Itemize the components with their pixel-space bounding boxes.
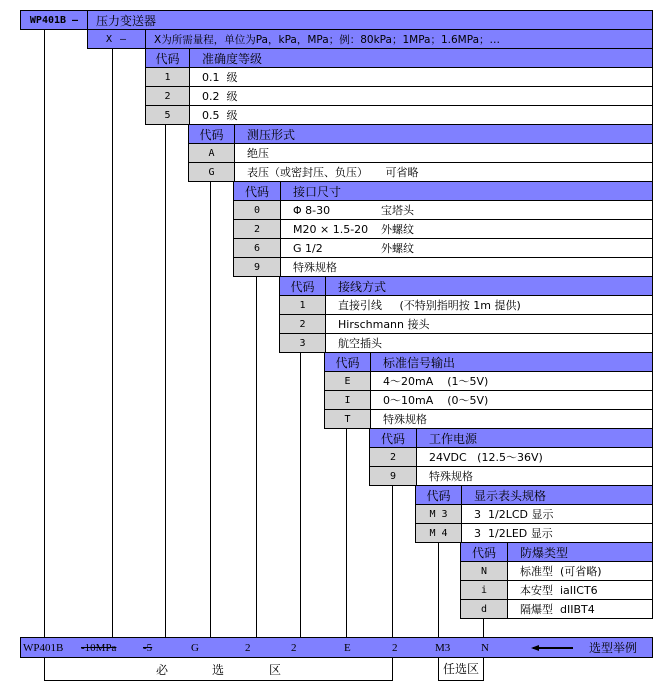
example-bar [20,637,653,658]
section-display-code-header-text: 代码 [426,488,451,503]
optional-zone [438,657,484,681]
section-accuracy-code [145,105,190,125]
example-display: M3 [435,641,451,654]
section-display-code [415,523,462,543]
model-code: WP401B — [29,14,79,26]
section-pressure-type-option [234,162,653,182]
connector-line [112,48,113,637]
range-desc: X为所需量程，单位为Pa，kPa，MPa；例：80kPa；1MPa；1.6MPa；… [154,33,501,46]
connector-line [438,542,439,637]
required-zone-char: 必 [156,663,169,677]
arrow-left-icon [533,647,573,649]
connector-line [210,181,211,637]
section-accuracy-option-text: 0.1 级 [202,71,238,84]
connector-line [483,618,484,637]
section-power-supply-title [416,428,653,448]
section-pressure-type-code [188,162,235,182]
section-explosion-proof-code-header-text: 代码 [471,545,496,560]
example-ex-type: N [481,641,489,654]
connector-line [165,124,166,637]
model-desc-cell [87,10,653,30]
section-port-size-code [233,200,281,220]
section-wiring-code-text: 1 [299,299,306,311]
section-port-size-code-text: 2 [253,223,261,235]
range-code: X — [105,33,128,45]
section-accuracy-code [145,86,190,106]
example-signal: E [344,641,351,654]
model-code-cell [20,10,88,30]
section-wiring-code [279,314,326,334]
section-signal-output-code-text: I [344,394,351,406]
section-explosion-proof-code-header [460,542,508,562]
section-port-size-code-header [233,181,281,201]
section-port-size-option-note: 外螺纹 [381,242,414,255]
section-signal-output-option [370,390,653,410]
section-port-size-option-text: 特殊规格 [293,261,337,274]
section-explosion-proof-title-text: 防爆类型 [520,545,569,560]
section-wiring-code-header [279,276,326,296]
section-port-size-option [280,238,653,258]
section-accuracy-code-text: 5 [164,109,171,121]
section-wiring-code-header-text: 代码 [290,279,315,294]
section-signal-output-code [324,390,371,410]
section-accuracy-code-text: 1 [164,71,171,83]
section-signal-output-code [324,409,371,429]
section-accuracy-option-text: 0.5 级 [202,109,238,122]
section-wiring-title-text: 接线方式 [338,279,387,294]
section-explosion-proof-code-text: i [480,584,488,596]
section-pressure-type-title [234,124,653,144]
section-signal-output-option [370,371,653,391]
section-power-supply-option [416,466,653,486]
section-accuracy-code [145,67,190,87]
section-port-size-code-text: 9 [253,261,261,273]
section-port-size-option [280,200,653,220]
range-code-cell [87,29,146,49]
section-display-option-text: 3 1/2LCD 显示 [474,508,554,521]
section-port-size-code-text: 0 [253,204,261,216]
section-wiring-option-text: Hirschmann 接头 [338,318,430,331]
required-zone [44,657,393,681]
section-pressure-type-code-header-text: 代码 [199,127,224,142]
section-signal-output-code-header [324,352,371,372]
section-signal-output-option-text: 4～20mA (1～5V) [383,375,489,388]
section-power-supply-option-text: 24VDC (12.5～36V) [429,451,543,464]
range-desc-cell [145,29,653,49]
section-power-supply-option-text: 特殊规格 [429,470,473,483]
section-accuracy-title-text: 准确度等级 [202,51,263,66]
section-port-size-code [233,238,281,258]
section-wiring-code [279,295,326,315]
section-accuracy-code-header-text: 代码 [155,51,180,66]
section-wiring-code-text: 3 [299,337,306,349]
section-signal-output-code [324,371,371,391]
section-pressure-type-option-text: 表压（或密封压、负压） 可省略 [247,166,419,179]
section-explosion-proof-option-text: 标准型 (可省略) [520,565,602,578]
section-power-supply-title-text: 工作电源 [429,431,478,446]
section-port-size-title [280,181,653,201]
section-power-supply-option [416,447,653,467]
section-pressure-type-option-text: 绝压 [247,147,269,160]
section-port-size-option-note: 外螺纹 [381,223,414,236]
section-display-option [461,523,653,543]
section-display-code-text: M 3 [429,508,448,520]
section-display-option-text: 3 1/2LED 显示 [474,527,553,540]
example-range: -10MPa [81,641,117,654]
required-zone-char: 选 [212,663,225,677]
section-display-title-text: 显示表头规格 [474,488,547,503]
connector-line [346,428,347,637]
section-pressure-type-code-header [188,124,235,144]
section-accuracy-code-text: 2 [164,90,171,102]
section-wiring-option [325,295,653,315]
section-explosion-proof-option [507,580,653,600]
section-wiring-title [325,276,653,296]
section-power-supply-code [369,466,417,486]
section-accuracy-option [189,105,653,125]
section-accuracy-option [189,86,653,106]
arrow-head [531,645,539,651]
section-explosion-proof-code-text: d [480,603,488,615]
example-power: 2 [392,641,398,654]
section-wiring-option-text: 航空插头 [338,337,382,350]
section-display-code-header [415,485,462,505]
section-wiring-code-text: 2 [299,318,306,330]
section-explosion-proof-option [507,561,653,581]
example-label: 选型举例 [589,641,638,655]
section-signal-output-title [370,352,653,372]
section-power-supply-code-text: 2 [389,451,397,463]
example-wiring: 2 [291,641,297,654]
section-pressure-type-code-text: A [208,147,215,159]
section-power-supply-code-header-text: 代码 [380,431,405,446]
section-wiring-option-text: 直接引线 (不特别指明按 1m 提供) [338,299,521,312]
optional-zone-label: 任选区 [442,662,479,676]
section-port-size-option-note: 宝塔头 [381,204,414,217]
right-border [652,10,653,618]
section-pressure-type-title-text: 测压形式 [247,127,296,142]
section-port-size-code [233,219,281,239]
section-display-code [415,504,462,524]
section-signal-output-code-text: T [344,413,351,425]
section-port-size-title-text: 接口尺寸 [293,184,342,199]
section-accuracy-option [189,67,653,87]
section-explosion-proof-option-text: 隔爆型 dIIBT4 [520,603,595,616]
connector-line [300,352,301,637]
section-wiring-option [325,314,653,334]
section-explosion-proof-option [507,599,653,619]
section-power-supply-code [369,447,417,467]
section-explosion-proof-code-text: N [480,565,488,577]
section-signal-output-title-text: 标准信号输出 [383,355,456,370]
section-port-size-option [280,257,653,277]
section-port-size-code-header-text: 代码 [244,184,269,199]
section-power-supply-code-text: 9 [389,470,397,482]
section-signal-output-option-text: 特殊规格 [383,413,427,426]
example-port-size: 2 [245,641,251,654]
section-explosion-proof-title [507,542,653,562]
section-port-size-option [280,219,653,239]
section-explosion-proof-code [460,599,508,619]
section-pressure-type-option [234,143,653,163]
connector-line [44,29,45,637]
section-accuracy-option-text: 0.2 级 [202,90,238,103]
section-accuracy-code-header [145,48,190,68]
required-zone-char: 区 [269,663,282,677]
section-signal-output-option [370,409,653,429]
example-pressure-type: G [191,641,199,654]
section-display-option [461,504,653,524]
section-display-code-text: M 4 [429,527,448,539]
connector-line [392,485,393,637]
section-pressure-type-code-text: G [208,166,215,178]
section-port-size-option-text: Φ 8-30 [293,203,331,217]
section-accuracy-title [189,48,653,68]
example-model: WP401B [23,641,64,654]
section-port-size-option-text: G 1/2 [293,241,323,255]
model-desc: 压力变送器 [96,13,157,28]
section-pressure-type-code [188,143,235,163]
connector-line [256,276,257,637]
section-port-size-code-text: 6 [253,242,261,254]
section-signal-output-option-text: 0～10mA (0～5V) [383,394,489,407]
section-wiring-option [325,333,653,353]
section-wiring-code [279,333,326,353]
section-explosion-proof-code [460,580,508,600]
section-signal-output-code-text: E [344,375,351,387]
section-display-title [461,485,653,505]
section-explosion-proof-option-text: 本安型 iaIICT6 [520,584,598,597]
section-signal-output-code-header-text: 代码 [335,355,360,370]
section-port-size-code [233,257,281,277]
section-explosion-proof-code [460,561,508,581]
section-port-size-option-text: M20 × 1.5-20 [293,222,369,236]
section-power-supply-code-header [369,428,417,448]
example-accuracy: -5 [143,641,153,654]
